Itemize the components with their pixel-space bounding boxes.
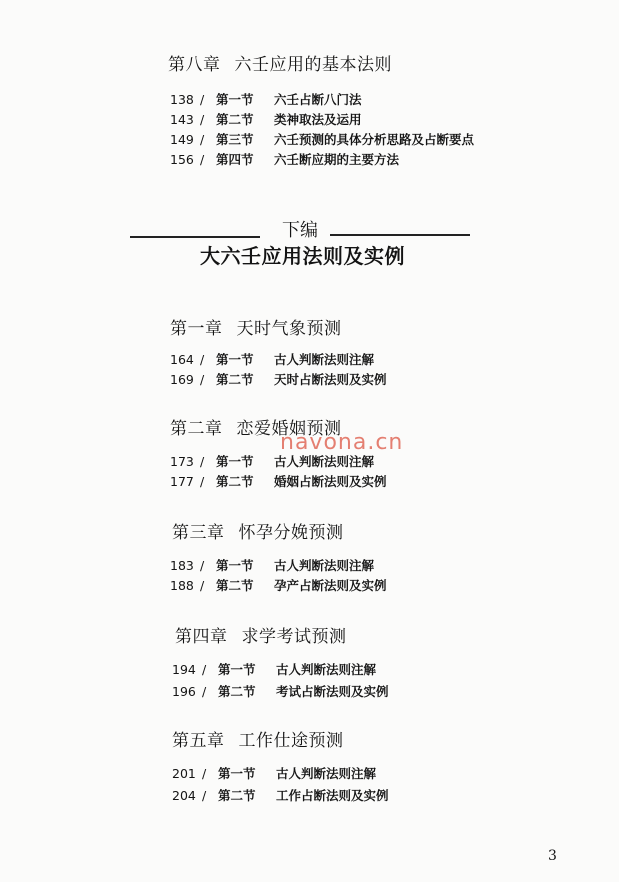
chapter-number: 第三章 <box>172 523 225 543</box>
entry-title: 孕产占断法则及实例 <box>274 578 387 593</box>
entry-title: 古人判断法则注解 <box>274 352 375 367</box>
toc-entry[interactable] <box>172 764 376 782</box>
entry-slash: / <box>200 152 205 167</box>
entry-slash: / <box>200 92 205 107</box>
chapter-title: 六壬应用的基本法则 <box>234 55 392 75</box>
chapter-title: 工作仕途预测 <box>238 731 344 751</box>
entry-page: 201 <box>172 766 196 781</box>
entry-page: 183 <box>170 558 194 573</box>
chapter-number: 第八章 <box>168 55 221 75</box>
entry-title: 天时占断法则及实例 <box>274 372 387 387</box>
entry-section: 第一节 <box>216 558 254 573</box>
entry-section: 第二节 <box>216 112 254 127</box>
toc-entry[interactable] <box>172 682 389 700</box>
chapter-number: 第二章 <box>170 419 223 439</box>
part-label: 下编 <box>282 220 318 241</box>
entry-title: 考试占断法则及实例 <box>276 684 389 699</box>
entry-page: 149 <box>170 132 194 147</box>
chapter-1-heading <box>170 314 342 339</box>
entry-page: 156 <box>170 152 194 167</box>
entry-title: 工作占断法则及实例 <box>276 788 389 803</box>
part-rule-left <box>130 236 260 238</box>
entry-section: 第一节 <box>216 454 254 469</box>
entry-page: 196 <box>172 684 196 699</box>
entry-section: 第二节 <box>218 684 256 699</box>
chapter-4-heading <box>175 622 347 647</box>
entry-slash: / <box>200 454 205 469</box>
entry-title: 婚姻占断法则及实例 <box>274 474 387 489</box>
part-title: 大六壬应用法则及实例 <box>200 244 405 268</box>
chapter-title: 怀孕分娩预测 <box>238 523 344 543</box>
toc-entry[interactable] <box>170 350 374 368</box>
entry-slash: / <box>202 766 207 781</box>
chapter-5-heading <box>172 726 344 751</box>
entry-section: 第二节 <box>218 788 256 803</box>
entry-title: 类神取法及运用 <box>274 112 362 127</box>
entry-slash: / <box>202 788 207 803</box>
toc-entry[interactable] <box>170 576 387 594</box>
entry-slash: / <box>200 352 205 367</box>
entry-slash: / <box>200 474 205 489</box>
chapter-number: 第一章 <box>170 319 223 339</box>
entry-section: 第三节 <box>216 132 254 147</box>
entry-title: 古人判断法则注解 <box>274 558 375 573</box>
toc-entry[interactable] <box>170 110 362 128</box>
entry-slash: / <box>200 112 205 127</box>
toc-entry[interactable] <box>170 90 362 108</box>
chapter-8-heading <box>168 50 392 75</box>
toc-entry[interactable] <box>172 786 389 804</box>
chapter-number: 第四章 <box>175 627 228 647</box>
entry-section: 第二节 <box>216 372 254 387</box>
page-number: 3 <box>548 848 557 864</box>
entry-page: 169 <box>170 372 194 387</box>
entry-page: 138 <box>170 92 194 107</box>
entry-title: 六壬预测的具体分析思路及占断要点 <box>274 132 475 147</box>
entry-slash: / <box>200 132 205 147</box>
toc-entry[interactable] <box>170 472 387 490</box>
toc-entry[interactable] <box>170 130 474 148</box>
entry-section: 第一节 <box>216 92 254 107</box>
entry-section: 第二节 <box>216 474 254 489</box>
entry-page: 177 <box>170 474 194 489</box>
toc-entry[interactable] <box>172 660 376 678</box>
entry-slash: / <box>202 684 207 699</box>
part-rule-right <box>330 234 470 236</box>
entry-section: 第一节 <box>218 766 256 781</box>
entry-page: 173 <box>170 454 194 469</box>
entry-section: 第一节 <box>216 352 254 367</box>
chapter-title: 求学考试预测 <box>241 627 347 647</box>
entry-section: 第二节 <box>216 578 254 593</box>
entry-title: 古人判断法则注解 <box>276 662 377 677</box>
entry-title: 六壬断应期的主要方法 <box>274 152 400 167</box>
entry-page: 143 <box>170 112 194 127</box>
chapter-3-heading <box>172 518 344 543</box>
toc-entry[interactable] <box>170 556 374 574</box>
chapter-title: 天时气象预测 <box>236 319 342 339</box>
entry-page: 188 <box>170 578 194 593</box>
entry-page: 194 <box>172 662 196 677</box>
entry-slash: / <box>200 372 205 387</box>
entry-page: 204 <box>172 788 196 803</box>
entry-slash: / <box>200 558 205 573</box>
entry-section: 第一节 <box>218 662 256 677</box>
toc-entry[interactable] <box>170 150 399 168</box>
entry-slash: / <box>202 662 207 677</box>
entry-slash: / <box>200 578 205 593</box>
toc-entry[interactable] <box>170 370 387 388</box>
watermark: navona.cn <box>280 430 404 455</box>
entry-page: 164 <box>170 352 194 367</box>
chapter-title: 恋爱婚姻预测 <box>236 419 342 439</box>
entry-title: 古人判断法则注解 <box>276 766 377 781</box>
chapter-number: 第五章 <box>172 731 225 751</box>
entry-section: 第四节 <box>216 152 254 167</box>
entry-title: 六壬占断八门法 <box>274 92 362 107</box>
entry-title: 古人判断法则注解 <box>274 454 375 469</box>
